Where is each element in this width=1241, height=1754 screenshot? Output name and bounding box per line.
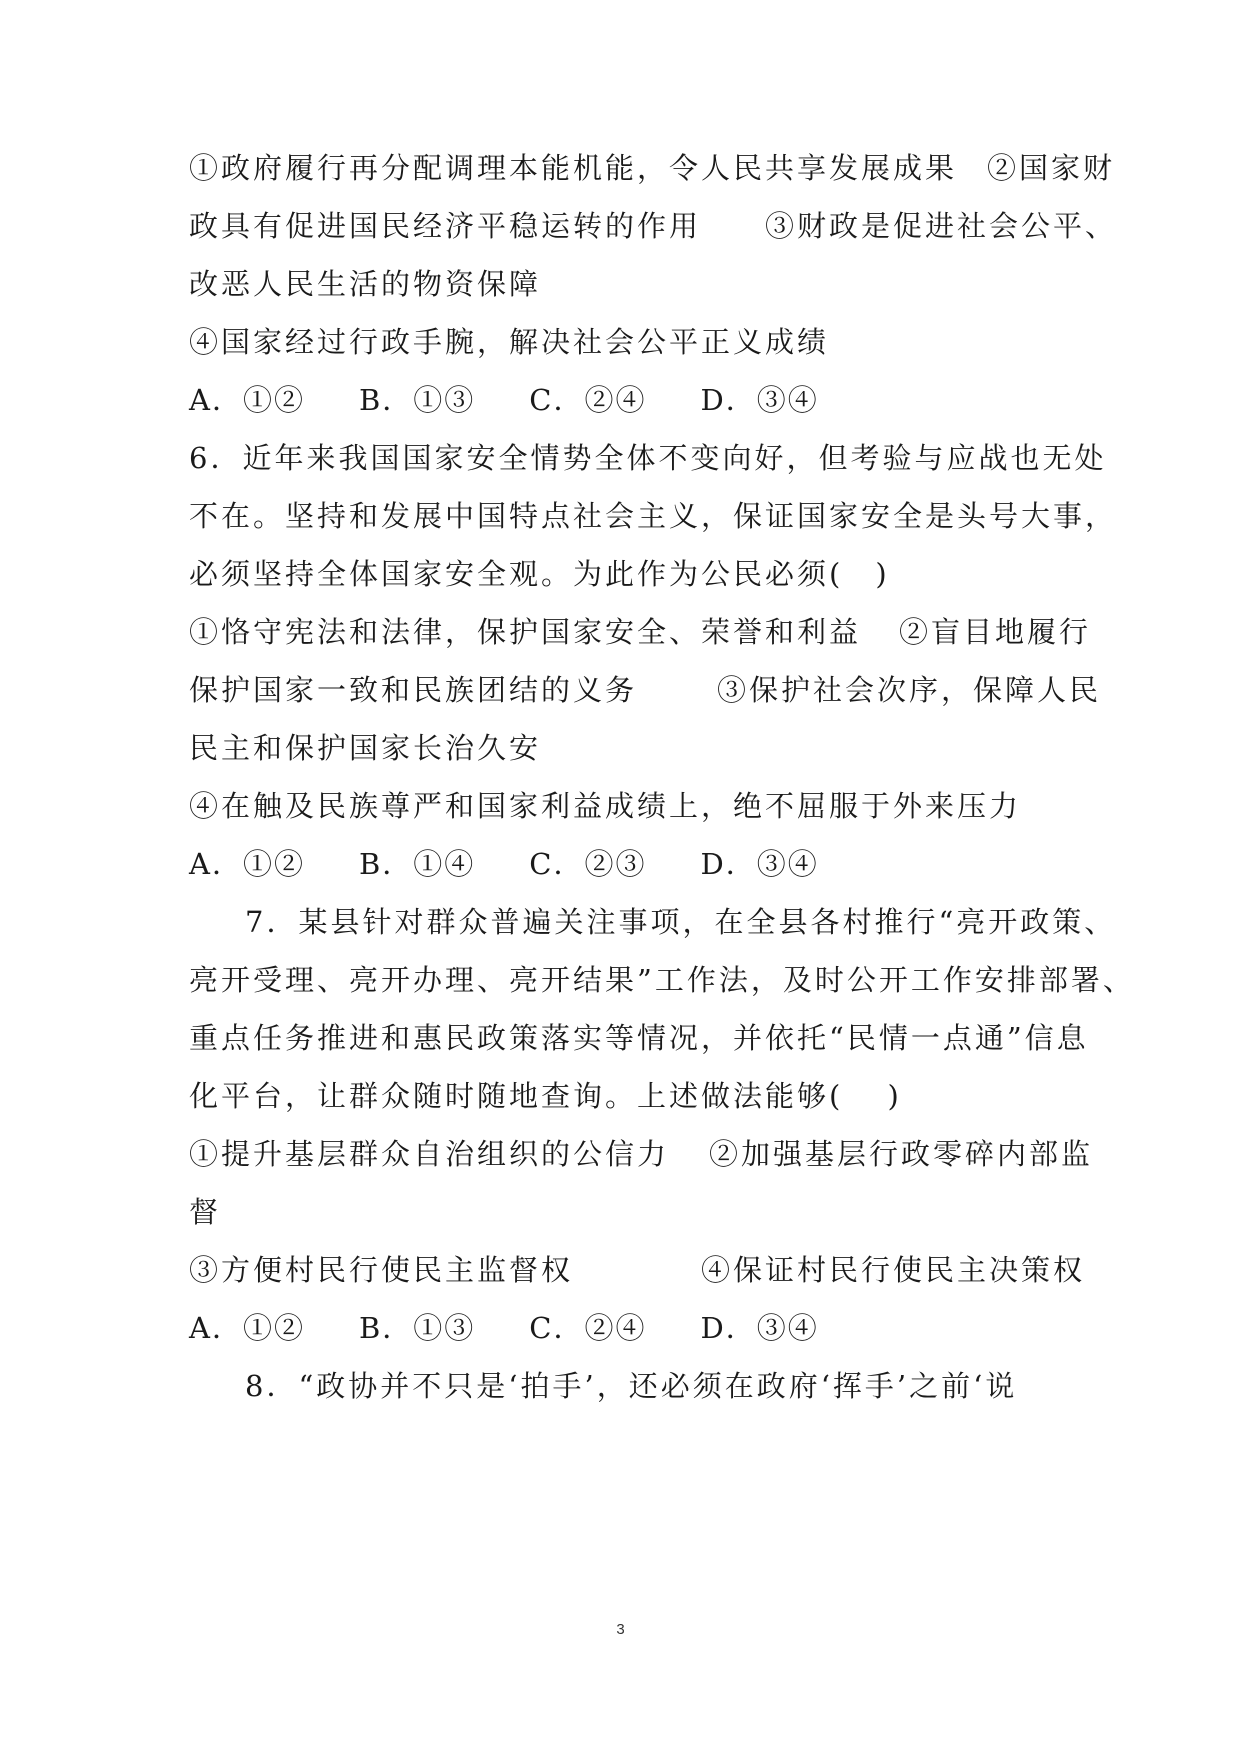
q6-statement-3-start: ③保护社会次序，保障人民 [717,673,1102,707]
q7-line-5 [189,1134,1093,1174]
q7-option-b[interactable]: B．①③ [358,1311,476,1345]
q7-stem-line-2: 亮开受理、亮开办理、亮开结果”工作法，及时公开工作安排部署、 [189,963,1135,997]
q5-statement-3-start: ③财政是促进社会公平、 [765,209,1118,243]
q7-answer-options [189,1308,873,1348]
q7-stem-line-4: 化平台，让群众随时随地查询。上述做法能够( ) [189,1079,902,1113]
q7-line-7 [189,1250,1085,1290]
q7-stem-line-3: 重点任务推进和惠民政策落实等情况，并依托“民情一点通”信息 [189,1021,1089,1055]
q6-option-a[interactable]: A．①② [189,847,305,881]
page-number: 3 [616,1621,625,1638]
q6-stem-line-1: 6．近年来我国国家安全情势全体不变向好，但考验与应战也无处 [189,441,1107,475]
q5-statement-2-end: 政具有促进国民经济平稳运转的作用 [189,209,702,243]
q7-statement-4: ④保证村民行使民主决策权 [701,1253,1086,1287]
q6-option-b[interactable]: B．①④ [358,847,476,881]
q6-statement-2-start: ②盲目地履行 [899,615,1092,649]
q7-option-c[interactable]: C．②④ [529,1311,647,1345]
q5-option-statement-1: ①政府履行再分配调理本能机能，令人民共享发展成果 [189,151,958,185]
q6-line-6: 民主和保护国家长治久安 [189,731,542,765]
q6-stem-line-3: 必须坚持全体国家安全观。为此作为公民必须( ) [189,557,890,591]
q7-option-d[interactable]: D．③④ [700,1311,819,1345]
q6-statement-1: ①恪守宪法和法律，保护国家安全、荣誉和利益 [189,615,862,649]
q7-option-a[interactable]: A．①② [189,1311,305,1345]
q5-answer-options [189,380,873,420]
q6-statement-2-end: 保护国家一致和民族团结的义务 [189,673,638,707]
q6-line-5 [189,670,1101,710]
q5-option-b[interactable]: B．①③ [358,383,476,417]
q5-option-a[interactable]: A．①② [189,383,305,417]
q5-line-1 [189,148,1115,188]
q5-line-2 [189,206,1117,246]
q6-line-4 [189,612,1091,652]
q7-statement-2-start: ②加强基层行政零碎内部监 [709,1137,1094,1171]
q5-option-c[interactable]: C．②④ [529,383,647,417]
q5-line-3: 改恶人民生活的物资保障 [189,267,542,301]
q5-option-statement-2-start: ②国家财 [987,151,1116,185]
q7-statement-2-end: 督 [189,1195,222,1229]
q7-statement-3: ③方便村民行使民主监督权 [189,1253,574,1287]
q6-stem-line-2: 不在。坚持和发展中国特点社会主义，保证国家安全是头号大事， [189,499,1118,533]
q5-option-d[interactable]: D．③④ [700,383,819,417]
q6-option-c[interactable]: C．②③ [529,847,647,881]
q5-statement-4: ④国家经过行政手腕，解决社会公平正义成绩 [189,325,830,359]
q7-stem-line-1: 7．某县针对群众普遍关注事项，在全县各村推行“亮开政策、 [245,905,1117,939]
q6-statement-4: ④在触及民族尊严和国家利益成绩上，绝不屈服于外来压力 [189,789,1022,823]
q7-statement-1: ①提升基层群众自治组织的公信力 [189,1137,670,1171]
q6-answer-options [189,844,873,884]
q6-option-d[interactable]: D．③④ [700,847,819,881]
q8-stem-line-1: 8．“政协并不只是‘拍手’，还必须在政府‘挥手’之前‘说 [245,1369,1018,1403]
